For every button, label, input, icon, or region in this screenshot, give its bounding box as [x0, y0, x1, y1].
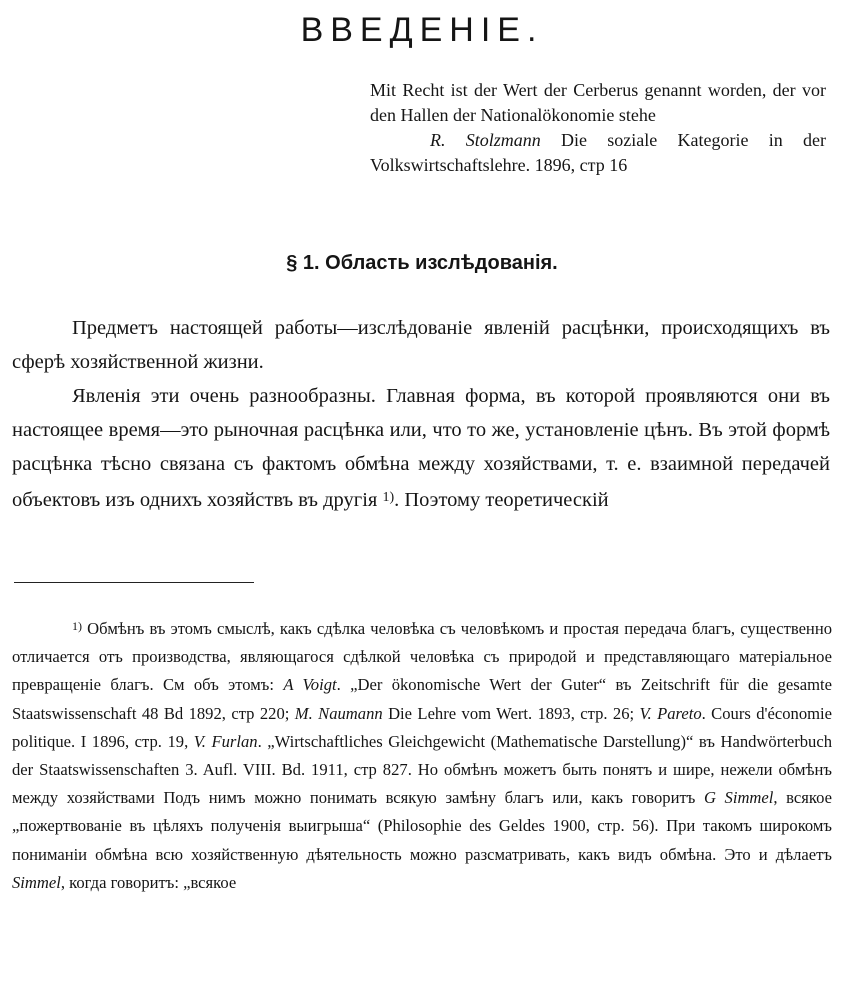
footnote-1 — [12, 612, 832, 897]
footnote-author-name: A Voigt — [283, 675, 337, 695]
page-title: ВВЕДЕНIЕ. — [300, 11, 544, 49]
footnote-author-name: G Simmel — [703, 788, 774, 808]
epigraph-citation — [370, 128, 826, 178]
footnote-author-name: M. Naumann — [294, 703, 383, 723]
footnote-author-name: Simmel — [12, 872, 61, 892]
epigraph-author: R. Stolzmann — [430, 130, 541, 150]
paragraph-1: Предметъ настоящей работы—изслѣдованiе явленiй расцѣнки, происходящихъ въ сферѣ хозяйственной жизни. — [12, 317, 830, 373]
footnote-author-name: V. Pareto — [639, 703, 702, 723]
footnote-text-run: . Cours d'économie politique. I 1896, стр. 19, — [12, 703, 833, 751]
footnote-text — [12, 619, 832, 892]
epigraph-source: Die soziale Kategorie in der Volkswirtschaftslehre. 1896, стр 16 — [370, 130, 826, 175]
footnote-divider — [14, 582, 254, 583]
footnote-text-run: , когда говоритъ: „всякое — [60, 872, 237, 892]
footnote-text-run: . „Der ökonomische Wert der Guter“ въ Zeitschrift für die gesamte Staatswissenschaft 48 Bd 1892, стр 220; — [12, 675, 832, 723]
body-text — [12, 311, 830, 517]
footnote-text-run: . „Wirtschaftliches Gleichgewicht (Mathematische Darstellung)“ въ Handwörterbuch der Staatswissenschaften 3. Aufl. VIII. Bd. 1911, стр 827. Но обмѣнъ можетъ быть понятъ и шире, нежели обмѣнъ между хозяйствами Подъ нимъ можно понимать всякую замѣну благъ или, какъ говоритъ — [12, 731, 832, 808]
footnote-marker: 1) — [72, 619, 82, 633]
paragraph-2-text: Явленiя эти очень разнообразны. Главная форма, въ которой проявляются они въ настоящее время—это рыночная расцѣнка или, что то же, установленiе цѣнъ. Въ этой формѣ расцѣнка тѣсно связана съ фактомъ обмѣна между хозяйствами, т. е. взаимной передачей объектовъ изъ однихъ хозяйствъ въ другiя — [12, 385, 830, 511]
footnote-author-name: V. Furlan — [193, 731, 258, 751]
footnote-text-run: Обмѣнъ въ этомъ смыслѣ, какъ сдѣлка человѣка съ человѣкомъ и простая передача благъ, существенно отличается отъ производства, являющагося сдѣлкой человѣка съ природой и представляющаго матерiальное превращенiе благъ. См объ этомъ: — [12, 619, 832, 695]
paragraph-2 — [12, 379, 830, 517]
footnote-text-run: , всякое „пожертвованiе въ цѣляхъ полученiя выигрыша“ (Philosophie des Geldes 1900, стр. 56). При такомъ широкомъ пониманiи обмѣна всю хозяйственную дѣятельность можно разсматривать, какъ видъ обмѣна. Это и дѣлаетъ — [12, 788, 832, 864]
epigraph — [370, 78, 826, 178]
section-heading: § 1. Область изслѣдованiя. — [286, 252, 558, 274]
footnote-text-run: Die Lehre vom Wert. 1893, стр. 26; — [382, 703, 640, 723]
footnotes — [12, 612, 832, 897]
paragraph-2-tail: . Поэтому теоретическiй — [394, 489, 609, 511]
footnote-reference[interactable]: 1) — [382, 490, 395, 505]
epigraph-quote: Mit Recht ist der Wert der Cerberus genannt worden, der vor den Hallen der Nationalökonomie stehe — [370, 80, 826, 125]
